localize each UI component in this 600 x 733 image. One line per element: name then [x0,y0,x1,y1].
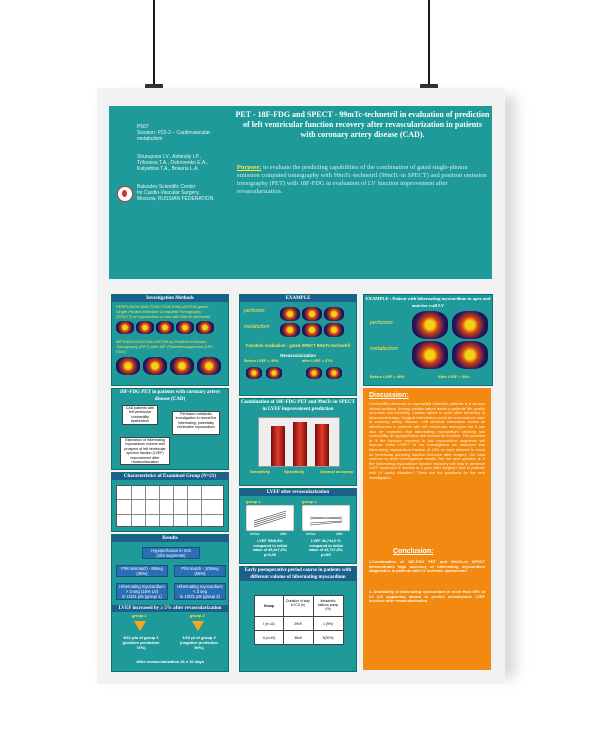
table-header: Group [263,604,275,608]
lvef-line: LVEF 55±5,8% [257,539,283,543]
table-cell: 36±8 [294,636,302,640]
scan-image [412,311,448,339]
combination-panel [239,398,357,486]
lvef-after-panel [239,488,357,564]
after-label: after [280,532,287,536]
hanging-wire-left [153,0,155,86]
hib-line: > 3 seg (15% LV) [125,589,159,594]
spect-images [116,321,224,335]
group1-label: group 1 [132,613,147,618]
purpose-label: Purpose: [237,164,262,171]
scan-image [452,341,488,369]
outcome-group1 [114,635,168,650]
perfusion-label: perfusion [244,308,265,314]
mismatch-line: (45%) [136,571,148,576]
discussion-text: Contractility decrease in myocardial infarction patients is a serious clinical problem. Among cardiac failure leads to patients' life quality decrease and invalidity. Cardiac failure is quite often refractory to pharmacotherapy. Surgical intervention could be successful in case of coronary artery disease. Left ventricle restoration shows its effectiveness in patients with left ventricular aneurysm but it can also be expected that hibernating myocardium showing low contractility at hypoperfusion will recover its function. The question is: if the function recovery in few myocardium segments will improve entire LVEF? In our investigation we observed that hibernating myocardium fraction of 15% or more allowed to count on ventricular pumping function increase after surgery. Our data conform to other investigations results. But the next question is: if the hibernating myocardium function recovery will help to preserve LVEF increment 6 months or 1 year after surgery? And in patients with LV cavity dilatation? These are the questions for the next investigation. [369,401,485,480]
hib-line: Hibernating myocardium [177,584,223,589]
lvef-line: LVEF 46,7±4,0 % [311,539,341,543]
purpose-body: to evaluate the predicting capabilities of the combination of gated single-photon emission computed tomography with 99mTc-technetril (99mTc-in SPECT) and positron emission tomography (PET) with 18F-FDG in evaluation of LV function improvement after revascularization. [237,164,487,195]
methods-title: Investigation Methods [112,295,228,302]
metabolism-label: metabolism [370,346,399,352]
metab-line: METABOLISM EVALUATION by Positron Emission [116,339,207,344]
institution [137,184,231,202]
characteristics-title: Characteristics of Examined Group (N=21) [112,473,228,480]
accuracy-bar [315,424,329,466]
bar-chart [258,417,340,467]
revasc-label: Revascularization [280,353,316,358]
group2-label: group 2 [302,499,317,504]
scan-image [196,321,214,334]
table-cell: I (n=11) [263,622,275,626]
scan-image [280,323,300,337]
before-lvef-label: Before LVEF = 40% [370,375,405,379]
table-cell: II (n=10) [262,636,276,640]
author-line: Kalyahina T.A., Bokeria L.A. [137,166,199,172]
scan-image [306,367,322,379]
before-label: before [250,532,260,536]
methods-line: Single-Photon Emission Computed Tomography [116,309,202,314]
sensitivity-bar [271,426,285,466]
bar-label: Sensitivity [250,469,271,474]
table-cell: 29±9 [294,622,302,626]
lvef-after-title: LVEF after revascularization [240,489,356,496]
outcome-line: 73%) [136,645,146,650]
line-plot-group2 [302,505,350,531]
purpose-text [237,164,489,196]
mismatch-line: P/M mismatch - 88seg [121,566,163,571]
meta-line: Session: P22-2 – Cardiovascular: [137,130,212,136]
institution-line: for Cardio-Vascular Surgery, [137,190,200,196]
lvef-line: compared to initial [253,543,287,548]
methods-line: PERFUSION AND FUNCTION EVALUATION gated- [116,304,209,309]
characteristics-panel [111,472,229,532]
match-box [174,565,226,577]
hibernating-group2-box [174,583,226,600]
meta-line: P567 [137,124,149,130]
scan-image [116,357,140,375]
scan-image [324,323,344,337]
after-lvef-label: after LVEF = 57% [302,359,333,363]
authors [137,154,231,172]
author-line: Shurupova I.V., Asfandiy I.P., [137,154,201,160]
arrow-down-icon [192,621,204,631]
hypoperfusion-box [142,547,200,559]
institution-logo [117,186,133,202]
table-header: Intraaortic balloon pump (%) [317,599,339,611]
before-label: before [306,532,316,536]
metabolism-text [116,339,224,354]
characteristics-table [116,485,224,527]
methods-panel [111,294,229,386]
hibernating-group1-box [116,583,168,600]
scan-image [326,367,342,379]
flow-panel [111,388,229,470]
scan-image [170,357,194,375]
results-title: Results [112,535,228,542]
pet-images [116,357,224,379]
specificity-bar [293,422,307,466]
column-2 [239,294,357,670]
metabolism-label: metabolism [244,324,270,330]
header-info [109,106,231,279]
flow-box: CAD patients with left ventricular contractility dysfunction [122,405,158,425]
scan-image [246,367,262,379]
lvef-line: value of 43,7±7,8%, [308,548,344,553]
conclusion-title: Conclusion: [393,548,434,555]
scan-image [143,357,167,375]
after-label: after [336,532,343,536]
scan-image [197,357,221,375]
metab-line: FDG) [116,349,126,354]
conclusion-1: 1.Combination of 18F-FDG PET and 99mTc-in SPECT demonstrates high accuracy of hibernating myocardium diagnostics in patients with LV ischemic dysfunction. [369,559,485,574]
early-period-panel [239,566,357,672]
lvef-increase-title: LVEF increased by ≥ 5% after revascularization [112,605,228,612]
patient-example-title: EXAMPLE : Patient with hibernating myocardium in apex and anterior wall LV [365,296,491,308]
outcome-group2 [172,635,226,650]
arrow-down-icon [134,621,146,631]
scan-image [176,321,194,334]
hypo-line: (193 segments) [156,553,186,558]
bar-label: General accuracy [320,469,354,474]
outcome-line: 90%) [194,645,204,650]
column-1 [111,294,229,670]
early-period-title: Early postoperative period course in patients with different volume of hibernating myocardium [240,567,356,581]
scan-image [302,323,322,337]
outcome-line: (positive prediction [122,640,160,645]
flow-box: Estimation of hibernating myocardium volume and prospect of left ventricular ejection fraction (LVEF) improvement after revascularization [120,437,170,465]
methods-text [112,302,228,321]
scan-image [452,311,488,339]
function-eval-label: Function evaluation - gated-SPECT 99mTc-technetril [245,343,351,348]
scan-image [116,321,134,334]
example-title: EXAMPLE [240,295,356,302]
table-cell: 1 (9%) [323,622,333,626]
author-line: Trifonova T.A., Ostrovenko E.A., [137,160,209,166]
meta-line: metabolism [137,136,163,142]
discussion-title: Discussion: [369,392,409,399]
group1-label: group 1 [246,499,261,504]
early-period-table [254,595,344,645]
table-cell: 3(30%) [322,636,334,640]
institution-line: Bakoulev Scientific Center [137,184,196,190]
scan-image [324,307,344,321]
outcome-line: 8/11 pts of group 1 [123,635,159,640]
hib-line: in 10/21 pts (group 2) [180,594,220,599]
patient-example-panel [363,294,493,386]
combination-title: Combination of 18F-FDG PET and 99mTc-in SPECT in LVEF improvement prediction [241,400,355,412]
poster [97,88,505,684]
hib-line: in 11/21 pts (group 1) [122,594,162,599]
discussion-conclusion-panel [363,388,491,670]
conclusion-2: 2. Availability of hibernating myocardium in more than 15% of LV (>3 segments) allows to predict considerable LVEF increase after revascularization. [369,589,485,604]
scan-image [302,307,322,321]
lvef-result-group2 [298,539,354,557]
line-plot-group1 [246,505,294,531]
scan-image [280,307,300,321]
table-header: Duration of stay in ICU (h) [286,599,310,607]
match-line: (55%) [194,571,206,576]
metab-line: Tomography (PET) with 18F-Fluorodeoxyglucose (18F- [116,344,214,349]
hanging-wire-right [428,0,430,86]
hib-line: < 3 seg [193,589,207,594]
group2-label: group 2 [190,613,205,618]
lvef-result-group1 [242,539,298,557]
session-info [137,124,229,142]
hib-line: Hibernating myocardium [119,584,165,589]
lvef-line: p=NS [321,552,331,557]
hypo-line: Hypoperfusion in rest [151,548,191,553]
scan-image [266,367,282,379]
example-panel [239,294,357,396]
poster-title: PET - 18F-FDG and SPECT - 99mTc-technetril in evaluation of prediction of left ventricular function recovery after revascularization in patients with coronary artery disease (CAD). [235,110,490,139]
flow-box: Perfusion-metabolic investigation to reveal the hibernating, potentially retrievable myocardium [172,411,220,435]
scan-image [136,321,154,334]
poster-header [109,106,492,279]
lvef-line: compared to initial [309,543,343,548]
mismatch-box [116,565,168,577]
methods-line: (SPECT) of myocardium in rest with 99mTc-technetril [116,314,211,319]
bar-label: Specificity [284,469,305,474]
before-lvef-label: Before LVEF = 40% [244,359,279,363]
column-3 [363,294,493,670]
after-lvef-label: After LVEF = 54% [438,375,470,379]
lvef-line: value of 45,4±7,6%, [252,548,288,553]
outcome-line: (negative prediction [179,640,218,645]
flow-title: 18F-FDG PET in patients with coronary artery disease (CAD) [119,390,221,402]
outcome-line: 1/10 pt of group 2 [182,635,216,640]
results-panel [111,534,229,672]
match-line: P/M match - 105seg [181,566,219,571]
scan-image [156,321,174,334]
institution-line: Moscow, RUSSIAN FEDERATION [137,196,214,202]
after-revasc-text: After revascularization 26 ± 10 days [136,659,204,664]
lvef-line: p<0,05 [264,552,276,557]
perfusion-label: perfusion [370,320,393,326]
scan-image [412,341,448,369]
